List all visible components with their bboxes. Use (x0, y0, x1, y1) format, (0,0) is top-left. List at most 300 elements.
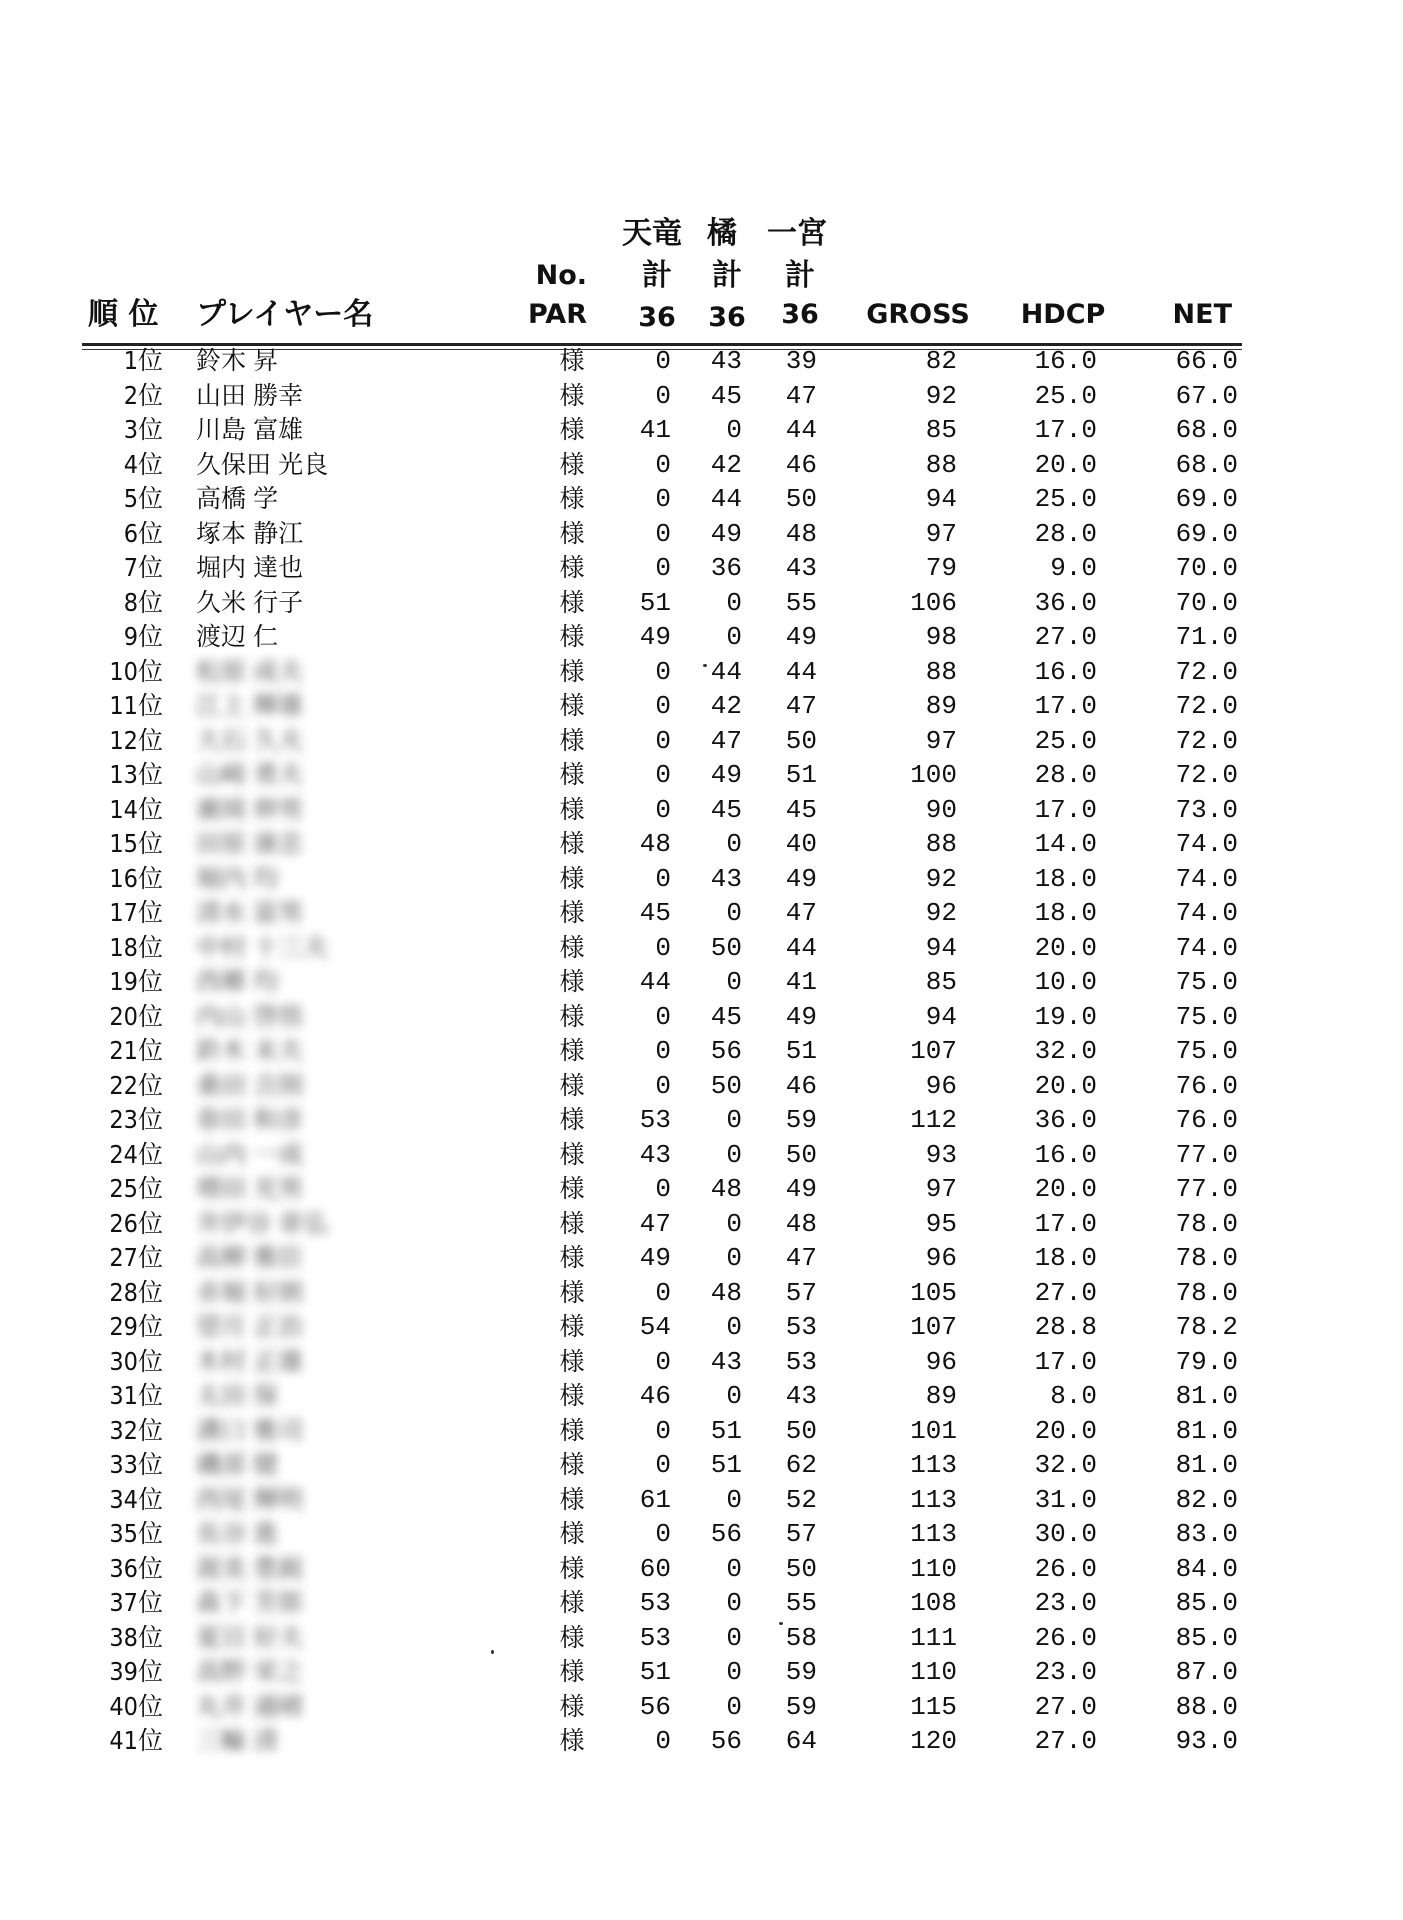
gross-score: 107 (910, 1036, 957, 1066)
course2-score: 44 (710, 484, 742, 514)
course2-par: 36 (708, 302, 746, 333)
player-name: 山崎 勇夫 (196, 760, 304, 789)
course3-score: 50 (785, 1553, 817, 1584)
course2-score: 42 (710, 449, 742, 480)
net-score: 69.0 (1175, 518, 1238, 549)
player-name: 長谷 進 (196, 1519, 279, 1548)
player-header: プレイヤー名 (196, 297, 374, 332)
net-score: 76.0 (1175, 1105, 1238, 1135)
player-name: 山内 一成 (196, 1139, 304, 1169)
net-score: 75.0 (1175, 1036, 1238, 1066)
net-score: 72.0 (1175, 725, 1238, 756)
player-name: 夏目 好夫 (196, 1622, 304, 1652)
handicap: 25.0 (1034, 484, 1097, 514)
player-name: 高野 栄之 (196, 1657, 304, 1686)
net-score: 72.0 (1175, 691, 1238, 721)
handicap: 16.0 (1034, 346, 1097, 376)
table-row: 40位 丸井 通晴 様 56 0 59 115 27.0 88.0 (0, 1690, 1403, 1725)
handicap: 27.0 (1034, 622, 1097, 652)
player-name: 春田 和彦 (196, 1105, 304, 1134)
player-name: 塚本 静江 (196, 518, 304, 548)
handicap: 28.8 (1034, 1312, 1097, 1342)
net-score: 88.0 (1175, 1691, 1238, 1722)
course3-score: 55 (785, 587, 817, 618)
course1-score: 44 (639, 967, 671, 997)
gross-score: 96 (925, 1346, 957, 1377)
rank-cell: 10位 (109, 656, 163, 686)
handicap: 14.0 (1034, 829, 1097, 859)
rank-cell: 1位 (123, 346, 163, 375)
player-name: 太田 保 (196, 1381, 279, 1410)
player-name: 松原 成夫 (196, 656, 304, 686)
course1-score: 60 (639, 1553, 671, 1584)
course2-score: 0 (726, 1243, 742, 1273)
net-score: 68.0 (1175, 415, 1238, 445)
net-score: 85.0 (1175, 1622, 1238, 1653)
course2-score: 45 (710, 380, 742, 411)
rank-cell: 36位 (109, 1553, 163, 1583)
handicap: 8.0 (1050, 1381, 1097, 1411)
table-row: 35位 長谷 進 様 0 56 57 113 30.0 83.0 (0, 1517, 1403, 1552)
course1-score: 56 (639, 1691, 671, 1722)
gross-score: 110 (910, 1657, 957, 1687)
course1-score: 0 (655, 518, 671, 549)
rank-header: 順 位 (88, 297, 159, 332)
course2-score: 56 (710, 1726, 742, 1756)
course2-score: 49 (710, 760, 742, 790)
net-score: 72.0 (1175, 656, 1238, 687)
player-name: 西郷 均 (196, 967, 279, 996)
handicap: 32.0 (1034, 1036, 1097, 1066)
gross-score: 101 (910, 1415, 957, 1446)
course3-header: 一宮 (767, 216, 827, 251)
rank-cell: 18位 (109, 932, 163, 962)
player-name: 清水 富男 (196, 898, 304, 927)
rank-cell: 19位 (109, 967, 163, 996)
course2-score: 51 (710, 1450, 742, 1480)
gross-score: 106 (910, 587, 957, 618)
course3-score: 47 (785, 898, 817, 928)
net-score: 81.0 (1175, 1381, 1238, 1411)
gross-score: 89 (925, 1381, 957, 1411)
course1-score: 49 (639, 1243, 671, 1273)
handicap: 16.0 (1034, 656, 1097, 687)
course2-score: 36 (710, 553, 742, 583)
handicap: 30.0 (1034, 1519, 1097, 1549)
player-name: 井伊谷 章弘 (196, 1208, 329, 1238)
course2-score: 43 (710, 863, 742, 894)
rank-cell: 12位 (109, 725, 163, 755)
net-score: 85.0 (1175, 1588, 1238, 1618)
course3-score: 51 (785, 760, 817, 790)
handicap: 27.0 (1034, 1277, 1097, 1308)
net-score: 75.0 (1175, 967, 1238, 997)
course1-score: 0 (655, 380, 671, 411)
rank-cell: 40位 (109, 1691, 163, 1721)
rank-cell: 4位 (123, 449, 163, 479)
rank-cell: 7位 (123, 553, 163, 582)
gross-score: 94 (925, 484, 957, 514)
course3-score: 44 (785, 932, 817, 963)
course3-score: 59 (785, 1105, 817, 1135)
handicap: 23.0 (1034, 1657, 1097, 1687)
player-name: 渡辺 仁 (196, 622, 279, 651)
handicap: 16.0 (1034, 1139, 1097, 1170)
rank-cell: 17位 (109, 898, 163, 927)
net-score: 74.0 (1175, 829, 1238, 859)
table-row: 20位 内山 啓悟 様 0 45 49 94 19.0 75.0 (0, 1000, 1403, 1035)
course3-score: 50 (785, 1415, 817, 1446)
course1-score: 53 (639, 1622, 671, 1653)
course2-score: 51 (710, 1415, 742, 1446)
gross-score: 89 (925, 691, 957, 721)
handicap: 20.0 (1034, 1070, 1097, 1101)
rank-cell: 20位 (109, 1001, 163, 1031)
rank-cell: 23位 (109, 1105, 163, 1134)
course1-score: 0 (655, 1036, 671, 1066)
gross-score: 108 (910, 1588, 957, 1618)
rank-cell: 30位 (109, 1346, 163, 1376)
course1-score: 0 (655, 1519, 671, 1549)
net-score: 74.0 (1175, 898, 1238, 928)
table-row: 22位 桑田 吉則 様 0 50 46 96 20.0 76.0 (0, 1069, 1403, 1104)
course2-score: 50 (710, 1070, 742, 1101)
hdcp-header: HDCP (1020, 299, 1106, 330)
net-score: 78.0 (1175, 1243, 1238, 1273)
course2-score: 43 (710, 346, 742, 376)
handicap: 17.0 (1034, 1346, 1097, 1377)
rank-cell: 21位 (109, 1036, 163, 1065)
net-score: 70.0 (1175, 553, 1238, 583)
course3-score: 57 (785, 1519, 817, 1549)
course3-score: 53 (785, 1346, 817, 1377)
player-name: 堀内 均 (196, 863, 279, 893)
handicap: 32.0 (1034, 1450, 1097, 1480)
course3-score: 44 (785, 415, 817, 445)
gross-score: 112 (910, 1105, 957, 1135)
player-name: 堀内 達也 (196, 553, 304, 582)
table-row: 9位 渡辺 仁 様 49 0 49 98 27.0 71.0 (0, 620, 1403, 655)
handicap: 20.0 (1034, 1415, 1097, 1446)
course1-score: 0 (655, 656, 671, 687)
net-score: 73.0 (1175, 794, 1238, 825)
gross-score: 96 (925, 1243, 957, 1273)
course2-score: 0 (726, 1484, 742, 1515)
course1-score: 0 (655, 346, 671, 376)
course1-score: 0 (655, 1174, 671, 1204)
handicap: 31.0 (1034, 1484, 1097, 1515)
table-row: 36位 渥美 豊鋭 様 60 0 50 110 26.0 84.0 (0, 1552, 1403, 1587)
course1-score: 0 (655, 1726, 671, 1756)
course1-score: 41 (639, 415, 671, 445)
rank-cell: 25位 (109, 1174, 163, 1203)
gross-score: 94 (925, 1001, 957, 1032)
handicap: 18.0 (1034, 863, 1097, 894)
rank-cell: 27位 (109, 1243, 163, 1272)
gross-score: 93 (925, 1139, 957, 1170)
net-score: 77.0 (1175, 1139, 1238, 1170)
table-row: 41位 三輪 清 様 0 56 64 120 27.0 93.0 (0, 1724, 1403, 1759)
course2-kei: 計 (712, 258, 742, 293)
course3-score: 59 (785, 1657, 817, 1687)
gross-header: GROSS (866, 299, 970, 330)
net-score: 81.0 (1175, 1450, 1238, 1480)
course1-score: 0 (655, 1001, 671, 1032)
course3-score: 46 (785, 449, 817, 480)
rank-cell: 39位 (109, 1657, 163, 1686)
course1-score: 0 (655, 1070, 671, 1101)
course3-score: 39 (785, 346, 817, 376)
course1-score: 48 (639, 829, 671, 859)
rank-cell: 13位 (109, 760, 163, 789)
handicap: 17.0 (1034, 691, 1097, 721)
table-row: 34位 西尾 輝明 様 61 0 52 113 31.0 82.0 (0, 1483, 1403, 1518)
course3-kei: 計 (785, 258, 815, 293)
course1-header: 天竜 (622, 216, 682, 251)
course3-score: 49 (785, 863, 817, 894)
course2-score: 45 (710, 794, 742, 825)
table-row: 12位 大石 久夫 様 0 47 50 97 25.0 72.0 (0, 724, 1403, 759)
table-row: 8位 久米 行子 様 51 0 55 106 36.0 70.0 (0, 586, 1403, 621)
table-row: 29位 望月 正治 様 54 0 53 107 28.8 78.2 (0, 1310, 1403, 1345)
handicap: 17.0 (1034, 1208, 1097, 1239)
table-row: 13位 山崎 勇夫 様 0 49 51 100 28.0 72.0 (0, 758, 1403, 793)
gross-score: 98 (925, 622, 957, 652)
handicap: 17.0 (1034, 794, 1097, 825)
player-name: 久米 行子 (196, 587, 304, 617)
rank-cell: 6位 (123, 518, 163, 548)
rank-cell: 22位 (109, 1070, 163, 1100)
gross-score: 113 (910, 1519, 957, 1549)
course2-score: 0 (726, 622, 742, 652)
player-name: 山田 勝幸 (196, 380, 304, 410)
results-table (0, 344, 1403, 1759)
handicap: 23.0 (1034, 1588, 1097, 1618)
course3-score: 47 (785, 691, 817, 721)
handicap: 18.0 (1034, 1243, 1097, 1273)
course3-score: 59 (785, 1691, 817, 1722)
rank-cell: 5位 (123, 484, 163, 513)
gross-score: 110 (910, 1553, 957, 1584)
course1-score: 0 (655, 449, 671, 480)
net-score: 79.0 (1175, 1346, 1238, 1377)
rank-cell: 37位 (109, 1588, 163, 1617)
table-row: 23位 春田 和彦 様 53 0 59 112 36.0 76.0 (0, 1103, 1403, 1138)
player-name: 増田 光男 (196, 1174, 304, 1203)
table-row: 2位 山田 勝幸 様 0 45 47 92 25.0 67.0 (0, 379, 1403, 414)
table-row: 25位 増田 光男 様 0 48 49 97 20.0 77.0 (0, 1172, 1403, 1207)
course2-score: 56 (710, 1036, 742, 1066)
course1-score: 51 (639, 1657, 671, 1687)
course3-score: 62 (785, 1450, 817, 1480)
table-row: 17位 清水 富男 様 45 0 47 92 18.0 74.0 (0, 896, 1403, 931)
table-row: 4位 久保田 光良 様 0 42 46 88 20.0 68.0 (0, 448, 1403, 483)
course3-score: 45 (785, 794, 817, 825)
handicap: 25.0 (1034, 380, 1097, 411)
gross-score: 96 (925, 1070, 957, 1101)
net-score: 70.0 (1175, 587, 1238, 618)
player-name: 桑田 吉則 (196, 1070, 304, 1100)
handicap: 9.0 (1050, 553, 1097, 583)
course3-score: 49 (785, 1174, 817, 1204)
net-score: 82.0 (1175, 1484, 1238, 1515)
player-name: 渥美 豊鋭 (196, 1553, 304, 1583)
table-row: 21位 鈴木 末夫 様 0 56 51 107 32.0 75.0 (0, 1034, 1403, 1069)
course1-score: 43 (639, 1139, 671, 1170)
gross-score: 113 (910, 1450, 957, 1480)
handicap: 10.0 (1034, 967, 1097, 997)
player-name: 田原 康忠 (196, 829, 304, 858)
course2-score: 45 (710, 1001, 742, 1032)
rank-cell: 29位 (109, 1312, 163, 1341)
course1-score: 0 (655, 794, 671, 825)
course3-score: 57 (785, 1277, 817, 1308)
course2-score: 0 (726, 1312, 742, 1342)
gross-score: 92 (925, 380, 957, 411)
gross-score: 92 (925, 863, 957, 894)
rank-cell: 3位 (123, 415, 163, 444)
course1-score: 54 (639, 1312, 671, 1342)
course2-score: 0 (726, 1105, 742, 1135)
handicap: 26.0 (1034, 1622, 1097, 1653)
net-score: 74.0 (1175, 863, 1238, 894)
course1-score: 46 (639, 1381, 671, 1411)
gross-score: 85 (925, 415, 957, 445)
course1-score: 61 (639, 1484, 671, 1515)
course3-score: 47 (785, 1243, 817, 1273)
rank-cell: 26位 (109, 1208, 163, 1238)
table-row: 6位 塚本 静江 様 0 49 48 97 28.0 69.0 (0, 517, 1403, 552)
player-name: 森下 芳郎 (196, 1588, 304, 1617)
handicap: 28.0 (1034, 518, 1097, 549)
gross-score: 88 (925, 449, 957, 480)
table-row: 37位 森下 芳郎 様 53 0 55 108 23.0 85.0 (0, 1586, 1403, 1621)
course1-score: 45 (639, 898, 671, 928)
course2-score: 48 (710, 1174, 742, 1204)
player-name: 高橋 学 (196, 484, 279, 513)
net-score: 72.0 (1175, 760, 1238, 790)
handicap: 36.0 (1034, 1105, 1097, 1135)
rank-cell: 2位 (123, 380, 163, 410)
gross-score: 107 (910, 1312, 957, 1342)
net-score: 78.0 (1175, 1277, 1238, 1308)
course3-score: 51 (785, 1036, 817, 1066)
player-name: 鈴木 昇 (196, 346, 279, 375)
handicap: 26.0 (1034, 1553, 1097, 1584)
table-row: 15位 田原 康忠 様 48 0 40 88 14.0 74.0 (0, 827, 1403, 862)
net-score: 68.0 (1175, 449, 1238, 480)
player-name: 鈴木 末夫 (196, 1036, 304, 1065)
table-row: 27位 高柳 雅臣 様 49 0 47 96 18.0 78.0 (0, 1241, 1403, 1276)
handicap: 36.0 (1034, 587, 1097, 618)
rank-cell: 24位 (109, 1139, 163, 1169)
course2-score: 0 (726, 1381, 742, 1411)
course3-score: 52 (785, 1484, 817, 1515)
rank-cell: 15位 (109, 829, 163, 858)
net-score: 77.0 (1175, 1174, 1238, 1204)
player-name: 望月 正治 (196, 1312, 304, 1341)
handicap: 20.0 (1034, 932, 1097, 963)
rank-cell: 8位 (123, 587, 163, 617)
course3-score: 50 (785, 1139, 817, 1170)
rank-cell: 31位 (109, 1381, 163, 1410)
gross-score: 111 (910, 1622, 957, 1653)
net-score: 84.0 (1175, 1553, 1238, 1584)
rank-cell: 33位 (109, 1450, 163, 1479)
course2-score: 0 (726, 1588, 742, 1618)
net-score: 83.0 (1175, 1519, 1238, 1549)
course2-score: 0 (726, 1622, 742, 1653)
course1-kei: 計 (642, 258, 672, 293)
table-row: 5位 高橋 学 様 0 44 50 94 25.0 69.0 (0, 482, 1403, 517)
gross-score: 79 (925, 553, 957, 583)
course2-score: 0 (726, 1208, 742, 1239)
course1-score: 0 (655, 760, 671, 790)
course3-score: 44 (785, 656, 817, 687)
net-header: NET (1172, 299, 1232, 330)
course3-score: 53 (785, 1312, 817, 1342)
table-row: 26位 井伊谷 章弘 様 47 0 48 95 17.0 78.0 (0, 1207, 1403, 1242)
table-row: 31位 太田 保 様 46 0 43 89 8.0 81.0 (0, 1379, 1403, 1414)
handicap: 27.0 (1034, 1691, 1097, 1722)
course3-score: 49 (785, 1001, 817, 1032)
net-score: 67.0 (1175, 380, 1238, 411)
table-row: 19位 西郷 均 様 44 0 41 85 10.0 75.0 (0, 965, 1403, 1000)
course3-score: 43 (785, 553, 817, 583)
handicap: 27.0 (1034, 1726, 1097, 1756)
player-name: 大石 久夫 (196, 725, 304, 755)
handicap: 20.0 (1034, 449, 1097, 480)
course1-score: 0 (655, 725, 671, 756)
course3-score: 41 (785, 967, 817, 997)
table-row: 28位 赤堀 好朗 様 0 48 57 105 27.0 78.0 (0, 1276, 1403, 1311)
player-name: 川島 富雄 (196, 415, 304, 444)
player-name: 丸井 通晴 (196, 1691, 304, 1721)
gross-score: 95 (925, 1208, 957, 1239)
no-header: No. (535, 260, 587, 291)
handicap: 20.0 (1034, 1174, 1097, 1204)
course1-score: 49 (639, 622, 671, 652)
rank-cell: 32位 (109, 1415, 163, 1445)
course3-score: 47 (785, 380, 817, 411)
course1-score: 51 (639, 587, 671, 618)
player-name: 高柳 雅臣 (196, 1243, 304, 1272)
course2-score: 43 (710, 1346, 742, 1377)
gross-score: 82 (925, 346, 957, 376)
course2-score: 48 (710, 1277, 742, 1308)
gross-score: 97 (925, 518, 957, 549)
player-name: 中村 十三夫 (196, 932, 329, 962)
par-header: PAR (528, 299, 587, 330)
rank-cell: 38位 (109, 1622, 163, 1652)
table-row: 10位 松原 成夫 様 0 44 44 88 16.0 72.0 (0, 655, 1403, 690)
player-name: 三輪 清 (196, 1726, 279, 1755)
course3-score: 48 (785, 1208, 817, 1239)
rank-cell: 14位 (109, 794, 163, 824)
gross-score: 105 (910, 1277, 957, 1308)
rank-cell: 28位 (109, 1277, 163, 1307)
net-score: 71.0 (1175, 622, 1238, 652)
course1-score: 0 (655, 553, 671, 583)
rank-cell: 9位 (123, 622, 163, 651)
table-row: 39位 高野 栄之 様 51 0 59 110 23.0 87.0 (0, 1655, 1403, 1690)
course1-score: 0 (655, 484, 671, 514)
table-row: 11位 江上 輝雄 様 0 42 47 89 17.0 72.0 (0, 689, 1403, 724)
gross-score: 90 (925, 794, 957, 825)
player-name: 木村 正雄 (196, 1346, 304, 1376)
rank-cell: 34位 (109, 1484, 163, 1514)
table-row: 32位 溝口 雅司 様 0 51 50 101 20.0 81.0 (0, 1414, 1403, 1449)
